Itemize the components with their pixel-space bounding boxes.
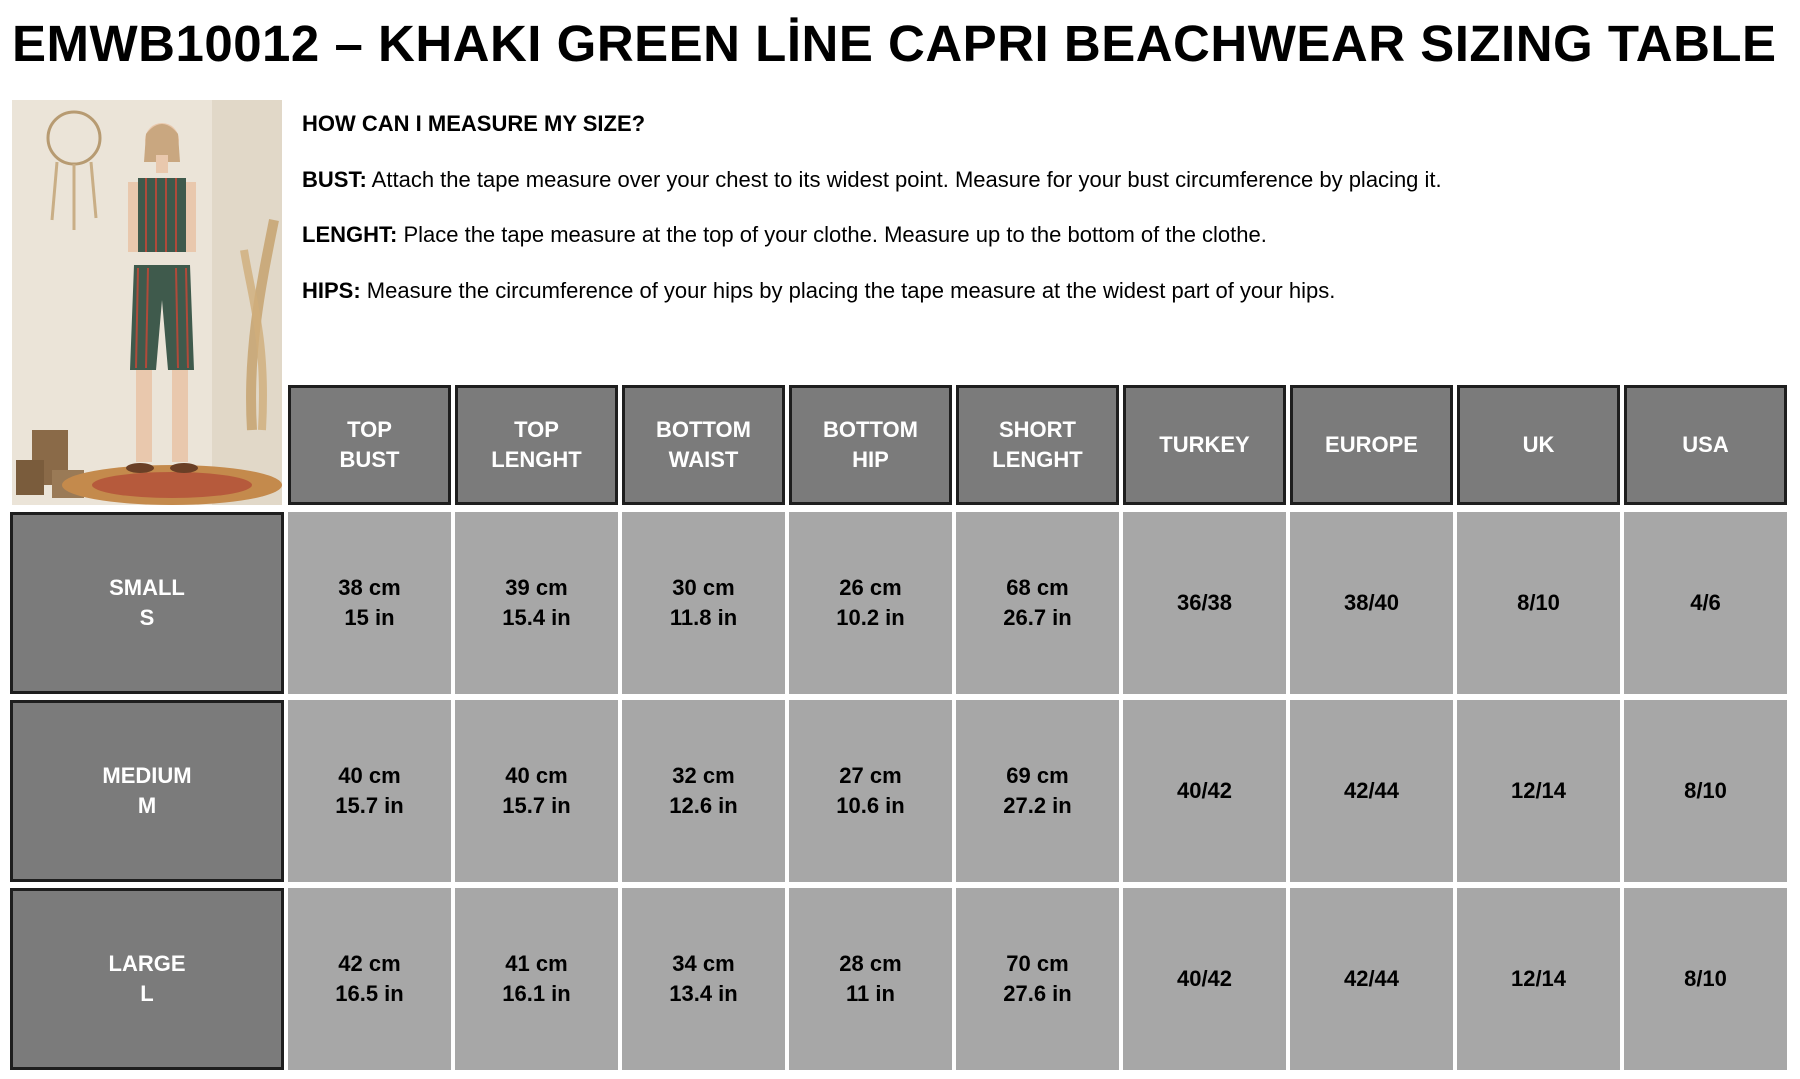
table-cell-line: 40 cm — [338, 763, 401, 789]
table-cell — [1624, 888, 1787, 1070]
column-header-line: WAIST — [668, 447, 739, 472]
table-cell — [1624, 512, 1787, 694]
table-cell-line: 36/38 — [1176, 590, 1233, 616]
table-cell-line: 15 in — [344, 605, 395, 630]
model-illustration — [12, 100, 282, 505]
column-header-line: UK — [1522, 432, 1555, 458]
table-cell-line: 10.6 in — [836, 793, 905, 818]
table-cell-line: 38/40 — [1343, 590, 1400, 616]
column-header-line: EUROPE — [1325, 432, 1418, 458]
size-row-header — [10, 512, 284, 694]
measure-instructions — [302, 110, 1782, 332]
table-cell-line: 11.8 in — [669, 605, 738, 630]
table-cell-line: 41 cm — [505, 951, 568, 977]
table-cell-line: 68 cm — [1006, 575, 1069, 601]
table-cell — [1457, 512, 1620, 694]
column-header-line: TURKEY — [1159, 432, 1250, 458]
table-cell-line: 15.7 in — [335, 793, 404, 818]
table-cell — [1290, 888, 1453, 1070]
column-header — [1624, 385, 1787, 505]
size-row-header-line: SMALL — [109, 575, 185, 601]
instruction-text: Place the tape measure at the top of your clothe. Measure up to the bottom of the clothe. — [397, 222, 1267, 247]
column-header-line: TOP — [347, 417, 392, 443]
page-title: EMWB10012 – KHAKI GREEN LİNE CAPRI BEACHWEAR SIZING TABLE — [12, 15, 1777, 72]
instruction-text: Attach the tape measure over your chest to its widest point. Measure for your bust circumference by placing it. — [366, 166, 1442, 192]
table-cell — [1290, 700, 1453, 882]
table-cell — [1457, 888, 1620, 1070]
table-cell-line: 12/14 — [1510, 778, 1567, 804]
table-cell-line: 70 cm — [1006, 951, 1069, 977]
column-header-line: USA — [1682, 432, 1729, 458]
column-header-line: BOTTOM — [656, 417, 751, 443]
table-cell-line: 15.4 in — [502, 605, 571, 630]
column-header-line: SHORT — [999, 417, 1076, 443]
instruction-bust — [302, 166, 1782, 194]
table-cell — [789, 700, 952, 882]
column-header — [288, 385, 451, 505]
table-cell — [622, 700, 785, 882]
table-cell-line: 27.6 in — [1003, 981, 1072, 1006]
table-cell-line: 42/44 — [1343, 778, 1400, 804]
size-row-header-line: M — [137, 793, 157, 818]
table-cell-line: 13.4 in — [669, 981, 738, 1006]
table-cell-line: 12.6 in — [669, 793, 738, 818]
instruction-text: Measure the circumference of your hips by placing the tape measure at the widest part of your hips. — [360, 277, 1336, 303]
table-cell — [1123, 512, 1286, 694]
table-cell-line: 34 cm — [672, 951, 735, 977]
table-cell-line: 69 cm — [1006, 763, 1069, 789]
table-cell — [789, 888, 952, 1070]
table-cell — [789, 512, 952, 694]
table-cell-line: 28 cm — [839, 951, 902, 977]
table-cell-line: 42 cm — [338, 951, 401, 977]
column-header — [1123, 385, 1286, 505]
table-cell-line: 26 cm — [839, 575, 902, 601]
table-cell — [1624, 700, 1787, 882]
instruction-length — [302, 221, 1782, 249]
table-cell — [1457, 700, 1620, 882]
table-cell — [1123, 700, 1286, 882]
table-cell-line: 27 cm — [839, 763, 902, 789]
table-cell — [1290, 512, 1453, 694]
size-row-header-line: L — [140, 981, 154, 1006]
table-cell — [455, 700, 618, 882]
size-row-header — [10, 888, 284, 1070]
column-header — [1457, 385, 1620, 505]
size-row-header-line: LARGE — [108, 951, 186, 977]
table-cell — [288, 512, 451, 694]
column-header-line: LENGHT — [992, 447, 1083, 472]
column-header-line: BUST — [339, 447, 400, 472]
table-cell — [956, 888, 1119, 1070]
column-header — [789, 385, 952, 505]
instruction-label: HIPS: — [302, 277, 361, 303]
column-header — [956, 385, 1119, 505]
table-cell-line: 40 cm — [505, 763, 568, 789]
table-cell-line: 11 in — [846, 981, 895, 1006]
table-cell-line: 10.2 in — [836, 605, 905, 630]
table-cell — [1123, 888, 1286, 1070]
column-header — [455, 385, 618, 505]
column-header-line: LENGHT — [491, 447, 582, 472]
table-cell — [622, 512, 785, 694]
product-photo — [12, 100, 282, 505]
instructions-heading: HOW CAN I MEASURE MY SIZE? — [302, 111, 646, 136]
table-cell — [288, 700, 451, 882]
table-cell — [622, 888, 785, 1070]
table-cell-line: 16.1 in — [502, 981, 571, 1006]
table-cell — [956, 700, 1119, 882]
table-cell-line: 8/10 — [1684, 966, 1727, 992]
table-cell — [455, 888, 618, 1070]
size-row-header-line: MEDIUM — [102, 763, 192, 789]
table-cell-line: 38 cm — [338, 575, 401, 601]
column-header-line: TOP — [514, 417, 559, 443]
table-cell-line: 40/42 — [1176, 778, 1233, 804]
table-cell-line: 42/44 — [1343, 966, 1400, 992]
table-cell-line: 15.7 in — [502, 793, 571, 818]
table-cell — [956, 512, 1119, 694]
table-cell-line: 12/14 — [1510, 966, 1567, 992]
table-cell — [288, 888, 451, 1070]
table-cell-line: 16.5 in — [335, 981, 404, 1006]
table-cell — [455, 512, 618, 694]
instruction-label: LENGHT: — [302, 222, 398, 247]
instruction-hips — [302, 277, 1782, 305]
table-cell-line: 8/10 — [1517, 590, 1560, 616]
column-header-line: BOTTOM — [823, 417, 918, 443]
table-cell-line: 8/10 — [1684, 778, 1727, 804]
column-header — [622, 385, 785, 505]
column-header-line: HIP — [852, 447, 889, 472]
table-cell-line: 4/6 — [1690, 590, 1721, 616]
table-cell-line: 27.2 in — [1003, 793, 1072, 818]
table-cell-line: 30 cm — [672, 575, 735, 601]
size-row-header — [10, 700, 284, 882]
instruction-label: BUST: — [302, 166, 367, 192]
table-cell-line: 26.7 in — [1003, 605, 1072, 630]
column-header — [1290, 385, 1453, 505]
size-row-header-line: S — [139, 605, 155, 630]
table-cell-line: 39 cm — [505, 575, 568, 601]
table-cell-line: 32 cm — [672, 763, 735, 789]
table-cell-line: 40/42 — [1176, 966, 1233, 992]
